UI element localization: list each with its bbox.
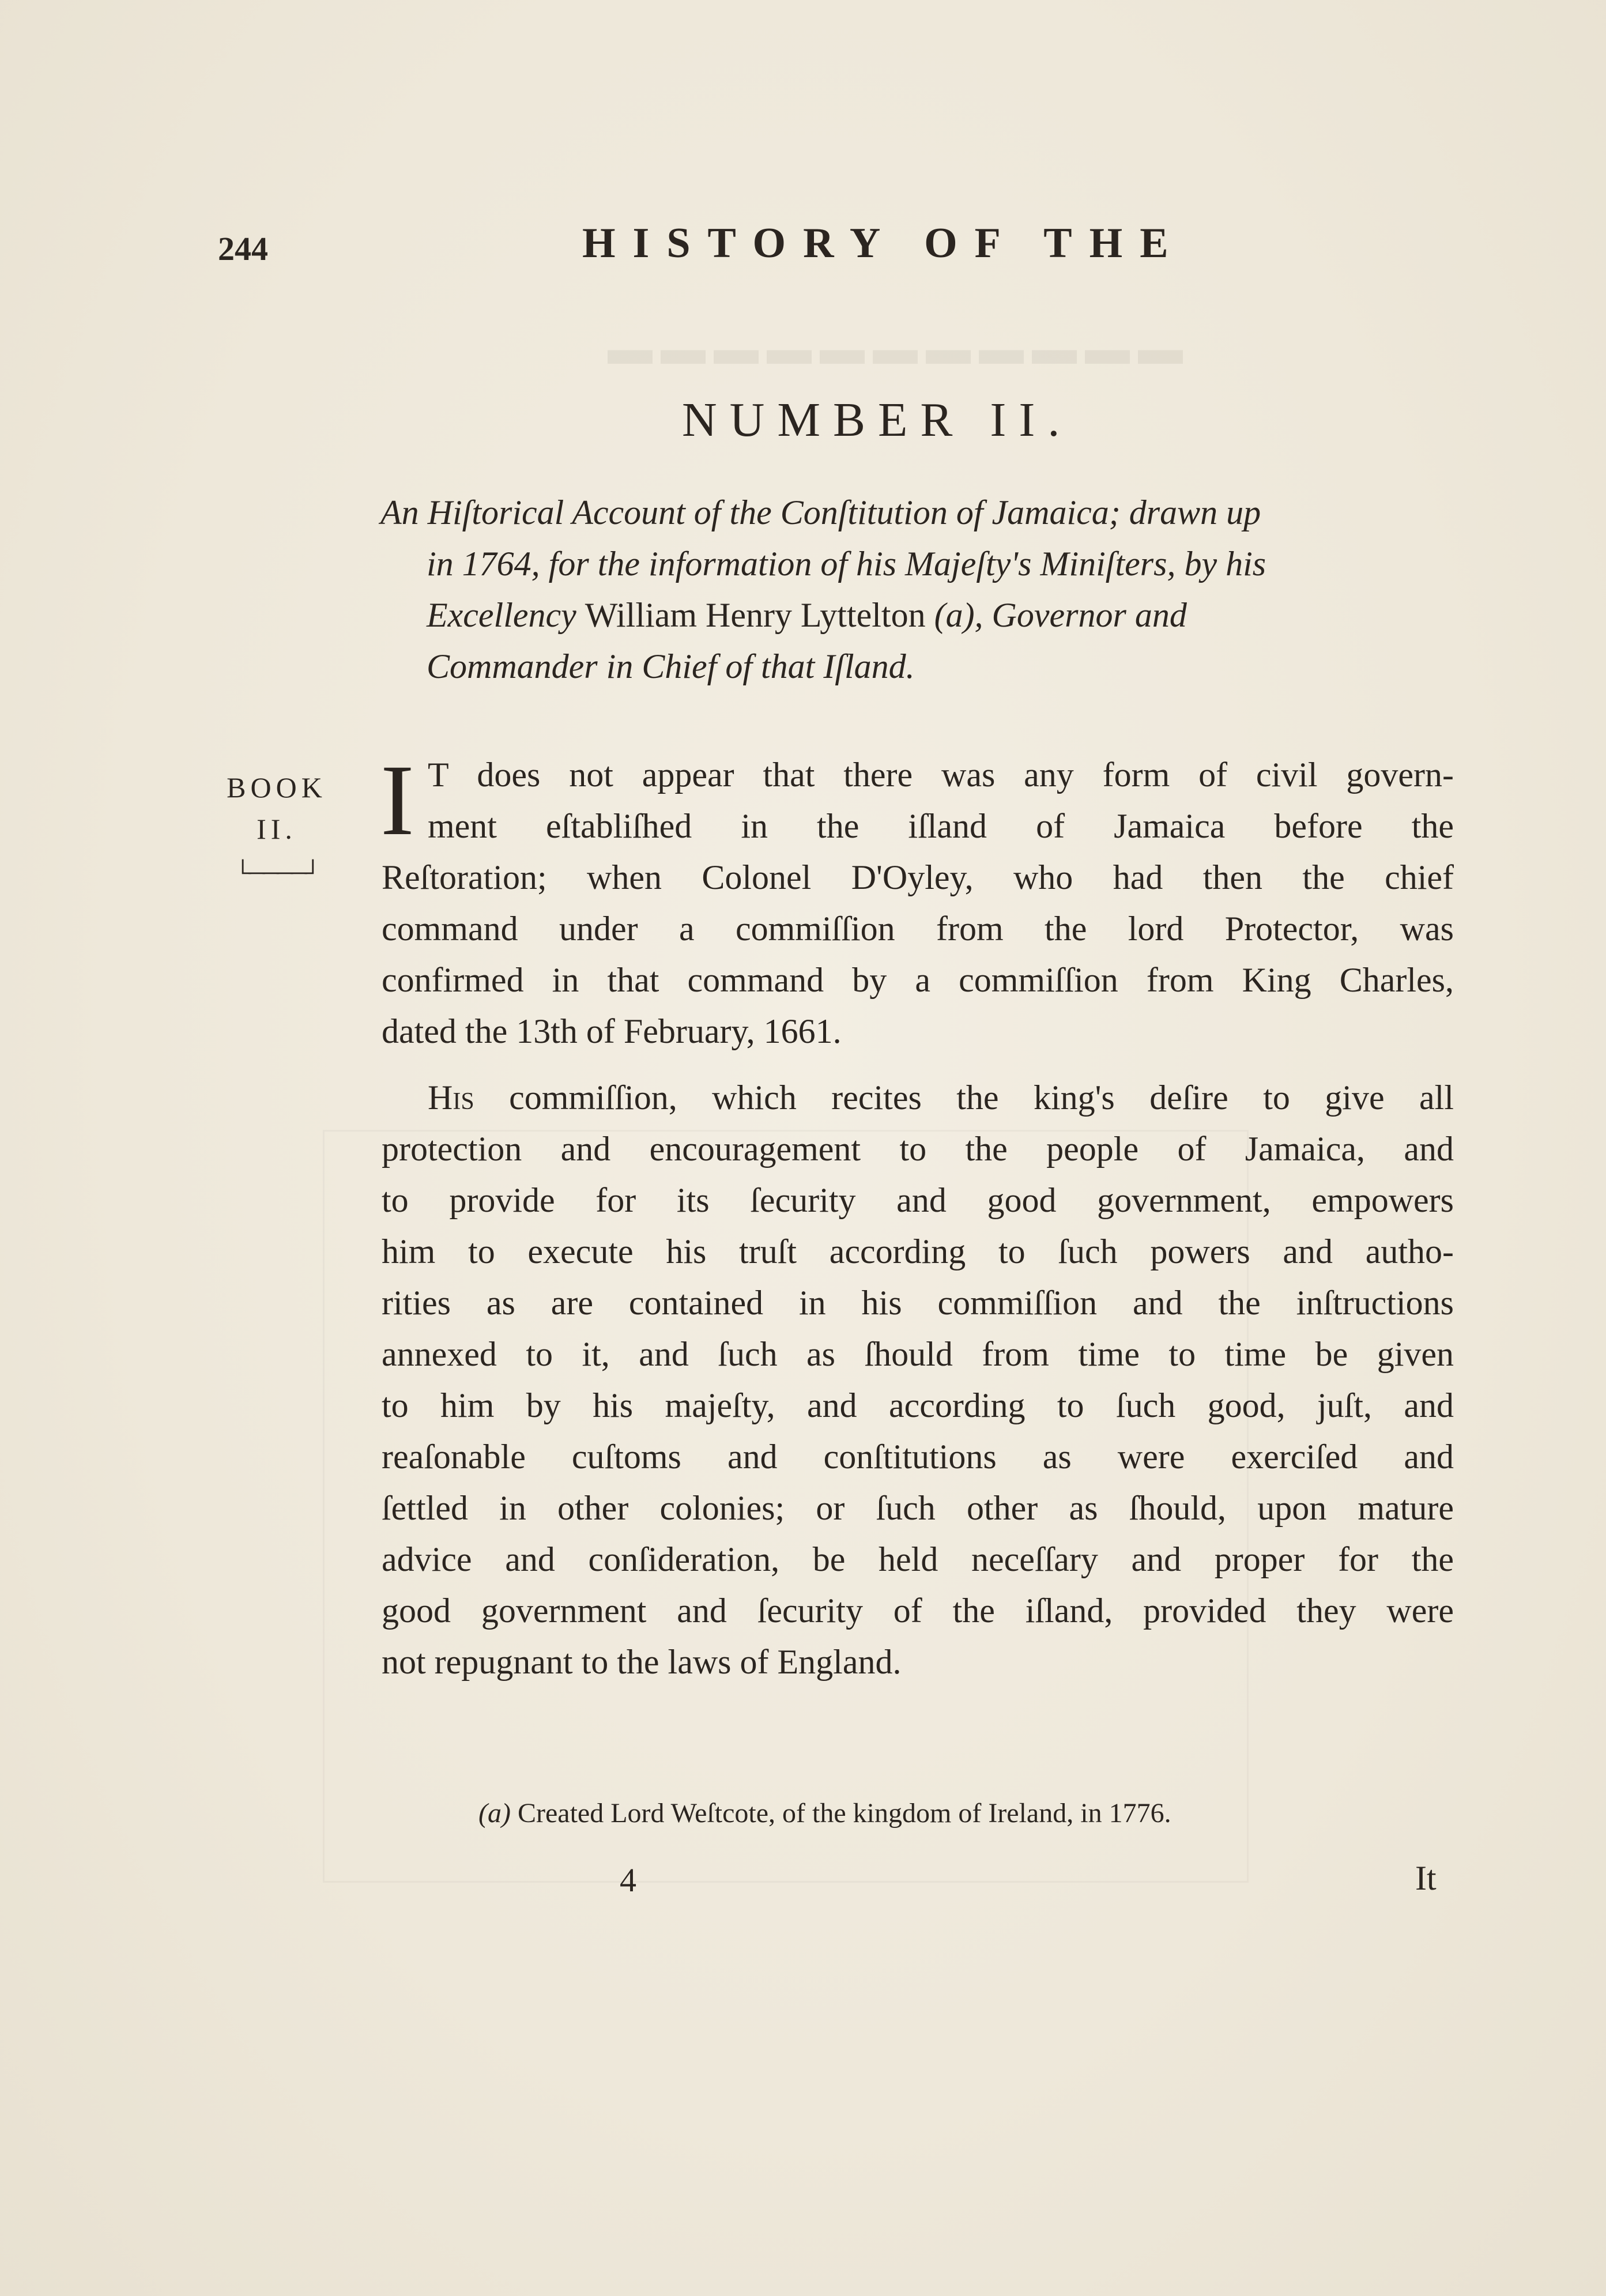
subtitle-line-4: Commander in Chief of that Iſland. [427,647,915,685]
paragraph-2-line-1-rest: commiſſion, which recites the king's deſire to give all [474,1079,1454,1117]
margin-note-book: BOOK [227,771,327,804]
paragraph-2-line: advice and conſideration, be held neceſſary and proper for the [382,1540,1454,1578]
paragraph-1-line: Reſtoration; when Colonel D'Oyley, who had then the chief [382,858,1454,896]
paragraph-2-line: good government and ſecurity of the iſland, provided they were [382,1592,1454,1630]
paragraph-2-line: protection and encouragement to the people of Jamaica, and [382,1130,1454,1168]
subtitle-governor-name: William Henry Lyttelton [585,596,926,634]
paragraph-2-line: rities as are contained in his commiſſion and the inſtructions [382,1284,1454,1322]
signature-mark: 4 [620,1861,636,1899]
drop-cap: I [380,744,414,857]
footnote-marker: (a) [478,1798,511,1828]
paragraph-1-line: dated the 13th of February, 1661. [382,1012,842,1050]
paragraph-1-line: command under a commiſſion from the lord Protector, was [382,910,1454,948]
section-title: NUMBER II. [682,393,1073,447]
paragraph-2-line [382,1072,1454,1124]
footnote-text: Created Lord Weſtcote, of the kingdom of Ireland, in 1776. [517,1798,1171,1828]
subtitle-line-2: in 1764, for the information of his Majeſty's Miniſters, by his [427,545,1266,583]
running-head: HISTORY OF THE [582,220,1186,267]
paragraph-2-line: to him by his majeſty, and according to ſuch good, juſt, and [382,1386,1454,1424]
paragraph-1 [380,744,1454,1057]
document-subtitle [380,487,1476,692]
subtitle-governor-title: (a), Governor and [934,596,1187,634]
subtitle-line-3 [380,590,1476,641]
paragraph-2-line: not repugnant to the laws of England. [382,1643,902,1681]
paragraph-2-line: to provide for its ſecurity and good government, empowers [382,1181,1454,1219]
subtitle-excellency: Excellency [427,596,576,634]
footnote [478,1797,1171,1829]
margin-note [196,767,357,893]
margin-note-number: II. [257,813,297,845]
catchword: It [1415,1859,1437,1897]
subtitle-line-1: An Hiſtorical Account of the Conſtitution of Jamaica; drawn up [380,493,1261,531]
paragraph-1-line: T does not appear that there was any form of civil govern- [428,756,1454,794]
paragraph-2-line: reaſonable cuſtoms and conſtitutions as were exerciſed and [382,1438,1454,1476]
paragraph-2-lead: His [428,1079,474,1117]
paragraph-1-line: confirmed in that command by a commiſſion from King Charles, [382,961,1454,999]
show-through-heading: ▬▬▬▬▬▬▬▬▬▬▬ [600,323,1183,374]
page-number: 244 [218,230,268,267]
paragraph-2-line: annexed to it, and ſuch as ſhould from time to time be given [382,1335,1454,1373]
paragraph-2-line: him to execute his truſt according to ſuch powers and autho- [382,1232,1454,1270]
margin-bracket-ornament: └────┘ [234,859,319,885]
paragraph-1-line: ment eſtabliſhed in the iſland of Jamaica before the [428,807,1454,845]
paragraph-2 [382,1072,1454,1688]
paragraph-2-line: ſettled in other colonies; or ſuch other as ſhould, upon mature [382,1489,1454,1527]
